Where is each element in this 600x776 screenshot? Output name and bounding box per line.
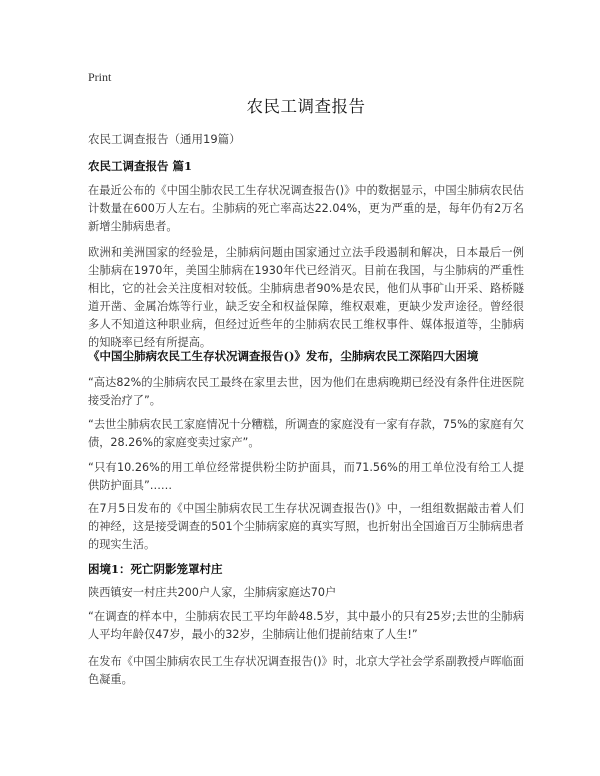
document-subtitle: 农民工调查报告（通用19篇）: [88, 132, 241, 146]
paragraph: “去世尘肺病农民工家庭情况十分糟糕，所调查的家庭没有一家有存款，75%的家庭有欠债，28.26%的家庭变卖过家产”。: [88, 418, 524, 449]
section-heading-1: 农民工调查报告 篇1: [88, 159, 193, 173]
paragraph: “只有10.26%的用工单位经常提供粉尘防护面具，而71.56%的用工单位没有给工人提供防护面具”……: [88, 461, 524, 492]
paragraph: 在7月5日发布的《中国尘肺病农民工生存状况调查报告()》中，一组组数据敲击着人们的神经，这是接受调查的501个尘肺病家庭的真实写照，也折射出全国逾百万尘肺病患者的现实生活。: [88, 502, 524, 551]
paragraph: 欧洲和美洲国家的经验是，尘肺病问题由国家通过立法手段遏制和解决，日本最后一例尘肺病在1970年，美国尘肺病在1930年代已经消灭。目前在我国，与尘肺病的严重性相比，它的社会关注度相对较低。尘肺病患者90%是农民，他们从事矿山开采、路桥隧道开凿、金属冶炼等行业，缺乏安全和权益保障，维权艰难，更缺少发声途径。曾经很多人不知道这种职业病，但经过近些年的尘肺病农民工维权事件、媒体报道等，尘肺病的知晓率已经有所提高。: [88, 246, 524, 349]
paragraph: “在调查的样本中，尘肺病农民工平均年龄48.5岁，其中最小的只有25岁;去世的尘肺病人平均年龄仅47岁，最小的32岁，尘肺病让他们提前结束了人生!”: [88, 610, 524, 641]
print-link[interactable]: Print: [88, 70, 112, 84]
page-title: 农民工调查报告: [246, 97, 366, 116]
section-heading-3: 困境1：死亡阴影笼罩村庄: [88, 562, 223, 576]
paragraph: 在最近公布的《中国尘肺农民工生存状况调查报告()》中的数据显示，中国尘肺病农民估计数量在600万人左右。尘肺病的死亡率高达22.04%，更为严重的是，每年仍有2万名新增尘肺病患者。: [88, 184, 524, 233]
paragraph: 在发布《中国尘肺病农民工生存状况调查报告()》时，北京大学社会学系副教授卢晖临面色凝重。: [88, 655, 524, 686]
paragraph: 陕西镇安一村庄共200户人家，尘肺病家庭达70户: [88, 586, 337, 599]
paragraph: “高达82%的尘肺病农民工最终在家里去世，因为他们在患病晚期已经没有条件住进医院接受治疗了”。: [88, 376, 524, 407]
section-heading-2: 《中国尘肺病农民工生存状况调查报告()》发布，尘肺病农民工深陷四大困境: [88, 349, 479, 363]
